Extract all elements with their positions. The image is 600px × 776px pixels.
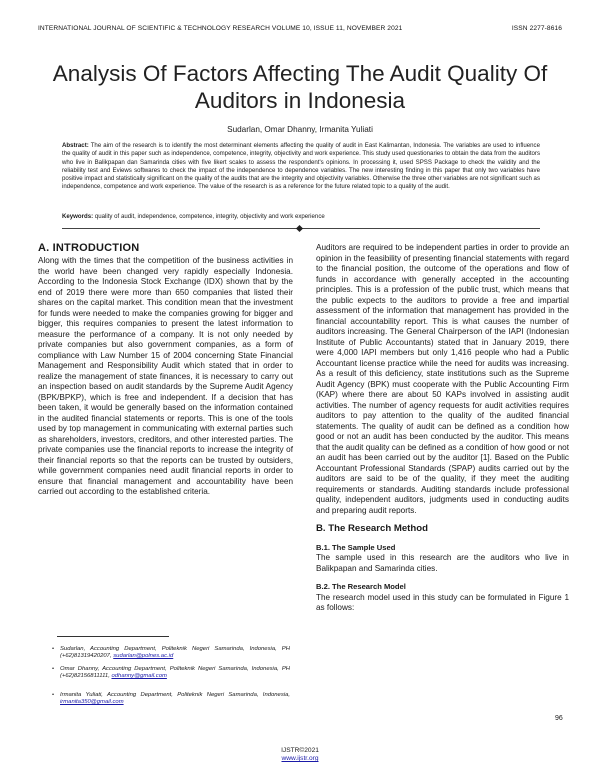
sample-text: The sample used in this research are the auditors who live in Balikpapan and Samarinda cities. — [316, 553, 569, 573]
paper-title: Analysis Of Factors Affecting The Audit Quality Of Auditors in Indonesia — [52, 61, 548, 113]
model-heading: B.2. The Research Model — [316, 582, 406, 591]
abstract — [62, 142, 540, 192]
page-number: 96 — [555, 715, 563, 722]
page-footer — [0, 747, 600, 763]
running-header — [38, 25, 562, 32]
keywords-text: quality of audit, independence, competence, integrity, objectivity and work experience — [94, 213, 325, 220]
intro-heading: A. INTRODUCTION — [38, 242, 140, 254]
footnote-text: Omar Dhanny, Accounting Department, Politeknik Negeri Samarinda, Indonesia, PH (+62)82156811111, — [60, 666, 290, 680]
issn: ISSN 2277-8616 — [511, 25, 562, 32]
method-heading: B. The Research Method — [316, 523, 428, 534]
keywords — [62, 213, 540, 220]
footnote-item — [52, 666, 290, 681]
footnote-text: Irmanita Yuliati, Accounting Department, Politeknik Negeri Samarinda, Indonesia, — [60, 692, 290, 698]
bullet-icon: • — [52, 692, 55, 698]
abstract-label: Abstract: — [62, 142, 89, 149]
footnote-item — [52, 692, 290, 707]
footnote-item — [52, 646, 290, 661]
footnote-divider — [57, 636, 169, 637]
journal-url-link[interactable]: www.ijstr.org — [281, 755, 319, 762]
footnote-text: Sudarlan, Accounting Department, Politeknik Negeri Samarinda, Indonesia, PH (+62)81319420207, — [60, 646, 290, 660]
intro-paragraph-1: Along with the times that the competition of the business activities in the world have been changed very rapidly especially Indonesia. According to the Indonesia Stock Exchange (IDX) shown that by the end of 2019 there were more than 650 companies that listed their shares on the capital market. This condition mean that the investment for funds were needed to make the companies growing for bigger and bigger, this requires companies to present the latest information to measure the performance of a company. It is not only needed by private companies but also government companies, as a form of compliance with Law Number 15 of 2004 concerning State Financial Management and Responsibility Audit which stated that in order to realize the management of state finances, it is necessary to carry out an inspection based on audit standards by the Supreme Audit Agency (BPK/BPKP), which is free and independent. If a decision that has been taken, it would be generally based on the information contained in the audited financial statements or reports. This is one of the tools used by top management in communicating with external parties such as shareholders, investors, creditors, and other interested parties. The private companies use the financial reports to increase the integrity of their financial reports so that the reports can be trusted by outsiders, while government companies need audit financial reports in order to ensure that financial management and accountability have been carried out according to the established criteria. — [38, 256, 293, 496]
bullet-icon: • — [52, 646, 55, 652]
keywords-label: Keywords: — [62, 213, 94, 220]
copyright: IJSTR©2021 — [281, 747, 319, 754]
email-link[interactable]: sudarlan@polnes.ac.id — [113, 653, 174, 660]
email-link[interactable]: odhanny@gmail.com — [111, 673, 167, 680]
author-list: Sudarlan, Omar Dhanny, Irmanita Yuliati — [227, 125, 373, 134]
intro-paragraph-2: Auditors are required to be independent parties in order to provide an opinion in the feasibility of presenting financial statements with regard to the financial position, the outcome of the operations and flow of funds in accordance with generally accepted in the accounting principles. This is a profession of the public trust, which means that the public expects to the auditors to provide a free and impartial assessment of the information that management has provided in the financial accountability report. This is what causes the number of auditors increasing. The General Chairperson of the IAPI (Indonesian Institute of Public Accountants) stated that in January 2019, there were 4,000 IAPI members but only 1,416 people who had a Public Accountant license practice while the need for audits was increasing. As a result of this deficiency, state institutions such as the Supreme Audit Agency (BPK) must cooperate with the Public Accounting Firm (KAP) where there are about 50 KAPs involved in assisting audit activities. The number of agency requests for audit activities requires auditors to pay attention to the quality of the audited financial statements. The quality of audit can be defined as a condition how good or not an audit has been conducted by the auditor. This means that the audit quality can be defined as a condition of how good or not an audit has been carried out by the auditor [1]. Based on the Public Accountant Professional Standards (SPAP) audits carried out by the auditors are said to be of the quality, if they meet the auditing requirements or standards. Auditing standards include professional quality, independent auditors, judgments used in conducting audits and preparing audit reports. — [316, 243, 569, 515]
journal-name: INTERNATIONAL JOURNAL OF SCIENTIFIC & TECHNOLOGY RESEARCH VOLUME 10, ISSUE 11, NOVEMBER 2021 — [38, 25, 403, 32]
sample-heading: B.1. The Sample Used — [316, 542, 396, 552]
email-link[interactable]: irmanita350@gmail.com — [60, 699, 124, 706]
divider-diamond-icon — [296, 224, 303, 231]
model-text: The research model used in this study can be formulated in Figure 1 as follows: — [316, 592, 569, 612]
abstract-text: The aim of the research is to identify the most determinant elements affecting the quality of audit in East Kalimantan, Indonesia. The variables are used to influence the quality of audit in this paper such as independence, competence, integrity, objectivity and work experience. This study used questionaries to obtain the data from the auditors who live in Balikpapan dan Samarinda cities with five likert scales to assess the respondent's opinions. In processing it, used SPSS Package to check the validity and the reliability test and Eviews softwares to check the impact of the independence to dependence variables. The new interesting finding in this paper that only two variables have positive impact and statistically significant on the quality of the audits that are the integrity and objectivity variables. Otherwise the three other variables are not significant such as independence, competence and work experience. The value of the research is as a reference for the future related topic to a quality of the audit. — [62, 142, 540, 191]
bullet-icon: • — [52, 666, 55, 672]
right-column — [316, 243, 569, 614]
